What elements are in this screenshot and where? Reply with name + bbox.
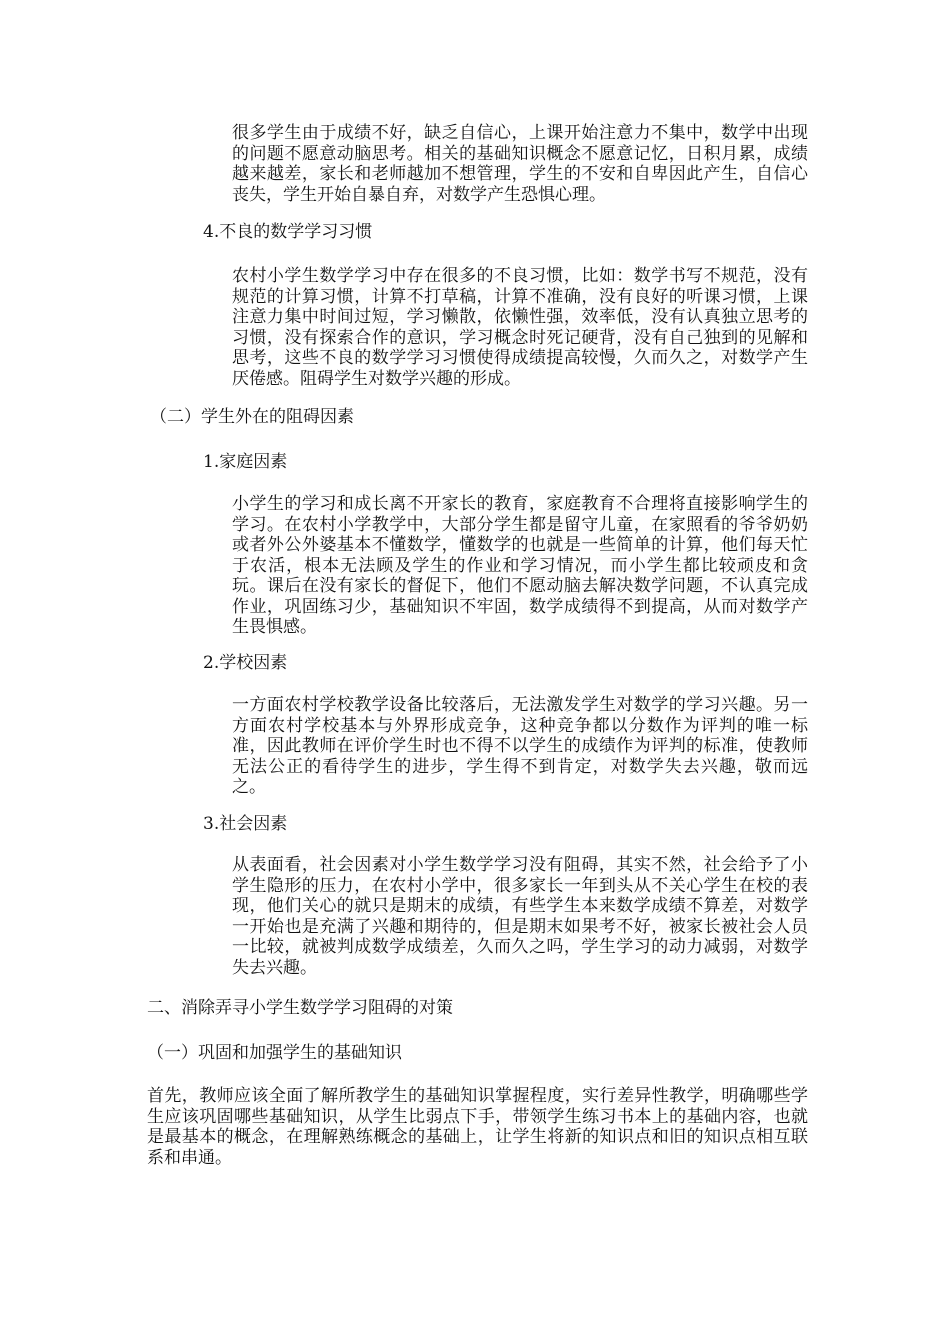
paragraph-bad-habits: 农村小学生数学学习中存在很多的不良习惯，比如：数学书写不规范，没有规范的计算习惯，计算不打草稿，计算不准确，没有良好的听课习惯，上课注意力集中时间过短，学习懒散，依懒性强，效率低，没有认真独立思考的习惯，没有探索合作的意识，学习概念时死记硬背，没有自己独到的见解和思考，这些不良的数学学习习惯使得成绩提高较慢，久而久之，对数学产生厌倦感。阻碍学生对数学兴趣的形成。: [232, 266, 808, 389]
heading-family-factors: 1.家庭因素: [203, 452, 288, 472]
heading-consolidate-basics: （一）巩固和加强学生的基础知识: [147, 1043, 402, 1063]
paragraph-low-confidence: 很多学生由于成绩不好，缺乏自信心，上课开始注意力不集中，数学中出现的问题不愿意动脑思考。相关的基础知识概念不愿意记忆，日积月累，成绩越来越差，家长和老师越加不想管理，学生的不安和自卑因此产生，自信心丧失，学生开始自暴自弃，对数学产生恐惧心理。: [232, 123, 808, 205]
heading-external-factors: （二）学生外在的阻碍因素: [150, 407, 354, 427]
paragraph-social-factors: 从表面看，社会因素对小学生数学学习没有阻碍，其实不然，社会给予了小学生隐形的压力，在农村小学中，很多家长一年到头从不关心学生在校的表现，他们关心的就只是期末的成绩，有些学生本来数学成绩不算差，对数学一开始也是充满了兴趣和期待的，但是期末如果考不好，被家长被社会人员一比较，就被判成数学成绩差，久而久之吗，学生学习的动力减弱，对数学失去兴趣。: [232, 855, 808, 978]
paragraph-family-factors: 小学生的学习和成长离不开家长的教育，家庭教育不合理将直接影响学生的学习。在农村小学教学中，大部分学生都是留守儿童，在家照看的爷爷奶奶或者外公外婆基本不懂数学，懂数学的也就是一些简单的计算，他们每天忙于农活，根本无法顾及学生的作业和学习情况，而小学生都比较顽皮和贪玩。课后在没有家长的督促下，他们不愿动脑去解决数学问题，不认真完成作业，巩固练习少，基础知识不牢固，数学成绩得不到提高，从而对数学产生畏惧感。: [232, 494, 808, 637]
heading-bad-habits: 4.不良的数学学习习惯: [203, 222, 373, 242]
heading-school-factors: 2.学校因素: [203, 653, 288, 673]
paragraph-consolidate-basics: 首先，教师应该全面了解所教学生的基础知识掌握程度，实行差异性教学，明确哪些学生应该巩固哪些基础知识，从学生比弱点下手，带领学生练习书本上的基础内容，也就是最基本的概念，在理解熟练概念的基础上，让学生将新的知识点和旧的知识点相互联系和串通。: [147, 1086, 808, 1168]
paragraph-school-factors: 一方面农村学校教学设备比较落后，无法激发学生对数学的学习兴趣。另一方面农村学校基本与外界形成竞争，这种竞争都以分数作为评判的唯一标准，因此教师在评价学生时也不得不以学生的成绩作为评判的标准，使教师无法公正的看待学生的进步，学生得不到肯定，对数学失去兴趣，敬而远之。: [232, 695, 808, 797]
heading-countermeasures: 二、消除弄寻小学生数学学习阻碍的对策: [147, 998, 453, 1018]
heading-social-factors: 3.社会因素: [203, 814, 288, 834]
